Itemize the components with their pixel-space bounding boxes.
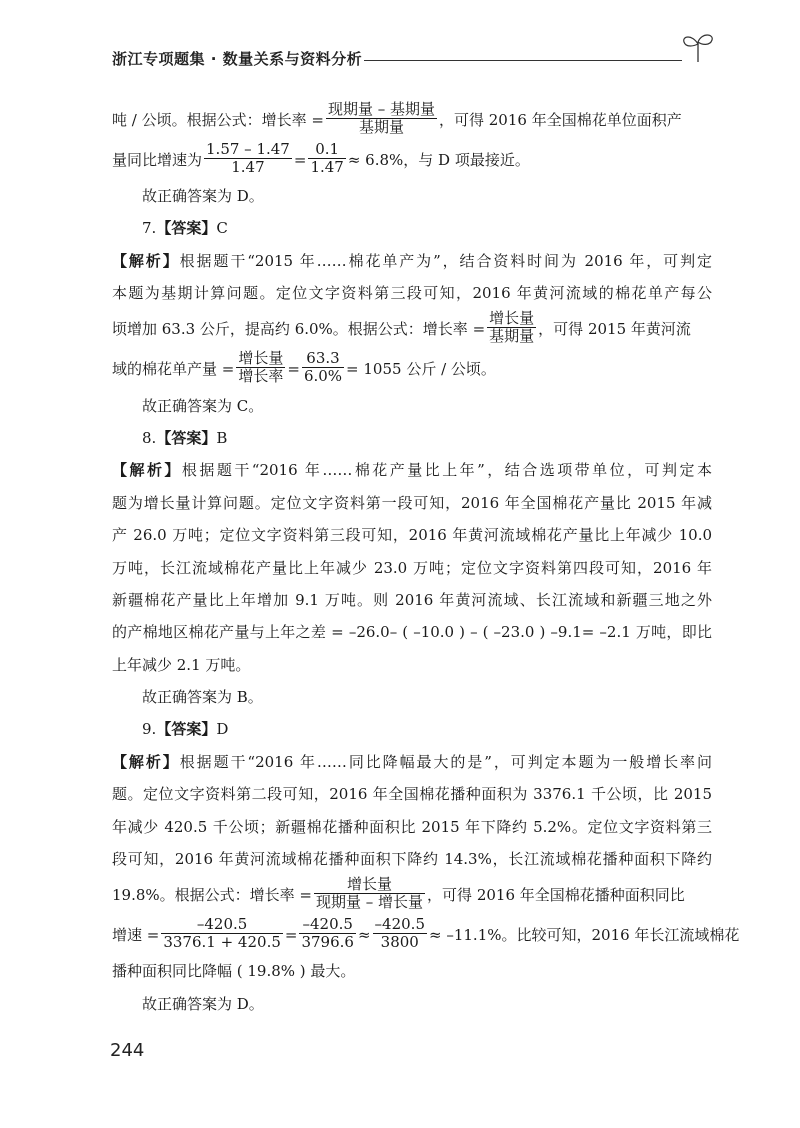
text: =	[284, 926, 298, 945]
q8-line-1	[112, 454, 712, 486]
denominator: 6.0%	[303, 367, 343, 386]
q8-line-3: 产 26.0 万吨；定位文字资料第三段可知，2016 年黄河流域棉花产量比上年减少 10.0	[112, 526, 712, 545]
q9-conclusion: 故正确答案为 D。	[142, 994, 264, 1013]
p6-formula-line	[112, 100, 712, 140]
fraction	[299, 916, 356, 951]
answer-label: 【答案】	[156, 720, 217, 739]
answer-value: D	[216, 720, 229, 739]
q7-conclusion: 故正确答案为 C。	[142, 396, 264, 415]
text: ≈	[357, 926, 371, 945]
q9-answer	[112, 713, 712, 745]
growth-rate-fraction	[326, 101, 437, 136]
q7-line-2: 本题为基期计算问题。定位文字资料第三段可知，2016 年黄河流域的棉花单产每公	[112, 284, 712, 303]
denominator: 3376.1 + 420.5	[163, 932, 281, 951]
answer-label: 【答案】	[156, 428, 217, 447]
text: 吨 / 公顷。根据公式：增长率 =	[112, 110, 324, 129]
q9-line-4: 段可知，2016 年黄河流域棉花播种面积下降约 14.3%，长江流域棉花播种面积下降约	[112, 850, 712, 869]
q9-last-line: 播种面积同比降幅 ( 19.8% ) 最大。	[112, 962, 356, 981]
fraction	[308, 141, 345, 176]
text: 19.8%。根据公式：增长率 =	[112, 886, 312, 905]
answer-content	[112, 99, 740, 1020]
analysis-label: 【解析】	[112, 752, 180, 771]
text: ，可得 2015 年黄河流	[538, 320, 691, 339]
q7-line-1	[112, 245, 712, 277]
denominator: 基期量	[358, 117, 404, 136]
q7-formula-line	[112, 310, 712, 350]
text: = 1055 公斤 / 公顷。	[346, 360, 496, 379]
q8-line-2: 题为增长量计算问题。定位文字资料第一段可知，2016 年全国棉花产量比 2015 年减	[112, 493, 712, 512]
q8-line-5: 新疆棉花产量比上年增加 9.1 万吨。则 2016 年黄河流域、长江流域和新疆三地之外	[112, 590, 712, 609]
q9-calc-line	[112, 914, 740, 955]
numerator: –420.5	[374, 914, 425, 933]
q8-line-7: 上年减少 2.1 万吨。	[112, 655, 251, 674]
denominator: 现期量 – 增长量	[316, 892, 424, 911]
header-title: 浙江专项题集 · 数量关系与资料分析	[112, 50, 363, 68]
q8-conclusion: 故正确答案为 B。	[142, 688, 263, 707]
text: =	[293, 150, 307, 169]
header-rule	[364, 60, 682, 61]
fraction	[373, 916, 427, 951]
q8-line-6: 的产棉地区棉花产量与上年之差 = –26.0– ( –10.0 ) – ( –23.0 ) –9.1= –2.1 万吨，即比	[112, 623, 712, 642]
numerator: 0.1	[308, 141, 345, 159]
text: 增速 =	[112, 926, 160, 945]
text: 根据题干“2015 年……棉花单产为”，结合资料时间为 2016 年，可判定	[179, 251, 712, 270]
denominator: 3800	[380, 932, 419, 951]
q7-calc-line	[112, 350, 712, 390]
fraction	[236, 350, 285, 385]
text: ≈ 6.8%，与 D 项最接近。	[347, 150, 530, 169]
growth-rate-fraction	[314, 876, 425, 911]
numerator: 增长量	[238, 349, 284, 368]
question-number: 8.	[142, 428, 157, 447]
fraction	[302, 350, 344, 385]
running-header	[112, 48, 712, 72]
text: 域的棉花单产量 =	[112, 360, 235, 379]
growth-rate-fraction	[487, 310, 536, 345]
numerator: 63.3	[302, 350, 344, 368]
denominator: 增长率	[238, 367, 284, 386]
q9-line-3: 年减少 420.5 千公顷；新疆棉花播种面积比 2015 年下降约 5.2%。定位文字资料第三	[112, 817, 712, 836]
denominator: 1.47	[310, 157, 344, 176]
p6-conclusion: 故正确答案为 D。	[142, 187, 264, 205]
q8-answer	[112, 422, 712, 454]
q9-line-2: 题。定位文字资料第二段可知，2016 年全国棉花播种面积为 3376.1 千公顷，比 2015	[112, 785, 712, 804]
question-number: 9.	[142, 720, 157, 739]
sprout-icon	[678, 30, 718, 64]
page-number: 244	[110, 1040, 145, 1061]
answer-label: 【答案】	[156, 219, 217, 238]
analysis-label: 【解析】	[112, 251, 180, 270]
question-number: 7.	[142, 219, 157, 238]
denominator: 基期量	[489, 327, 535, 346]
numerator: 1.57 – 1.47	[206, 139, 290, 158]
fraction	[204, 141, 292, 176]
p6-calc-line	[112, 140, 712, 180]
q9-formula-line	[112, 875, 712, 915]
text: ，可得 2016 年全国棉花播种面积同比	[427, 886, 685, 905]
text: ，可得 2016 年全国棉花单位面积产	[438, 110, 682, 129]
text: 顷增加 63.3 公斤，提高约 6.0%。根据公式：增长率 =	[112, 320, 486, 339]
q8-line-4: 万吨，长江流域棉花产量比上年减少 23.0 万吨；定位文字资料第四段可知，2016 年	[112, 558, 712, 577]
text: ≈ –11.1%。比较可知，2016 年长江流域棉花	[429, 926, 740, 945]
numerator: –420.5	[299, 916, 356, 934]
text: 根据题干“2016 年……同比降幅最大的是”，可判定本题为一般增长率问	[179, 752, 712, 771]
analysis-label: 【解析】	[112, 461, 182, 480]
text: 量同比增速为	[112, 150, 203, 169]
text: =	[287, 360, 300, 379]
text: 根据题干“2016 年……棉花产量比上年”，结合选项带单位，可判定本	[181, 461, 712, 480]
numerator: –420.5	[161, 916, 283, 934]
q9-line-1	[112, 746, 712, 778]
numerator: 增长量	[489, 309, 535, 328]
q7-answer	[112, 212, 712, 244]
numerator: 现期量 – 基期量	[327, 99, 435, 118]
answer-value: B	[216, 428, 228, 447]
fraction	[161, 916, 283, 951]
denominator: 1.47	[231, 157, 265, 176]
denominator: 3796.6	[301, 932, 354, 951]
answer-value: C	[216, 219, 228, 238]
numerator: 增长量	[314, 876, 425, 894]
